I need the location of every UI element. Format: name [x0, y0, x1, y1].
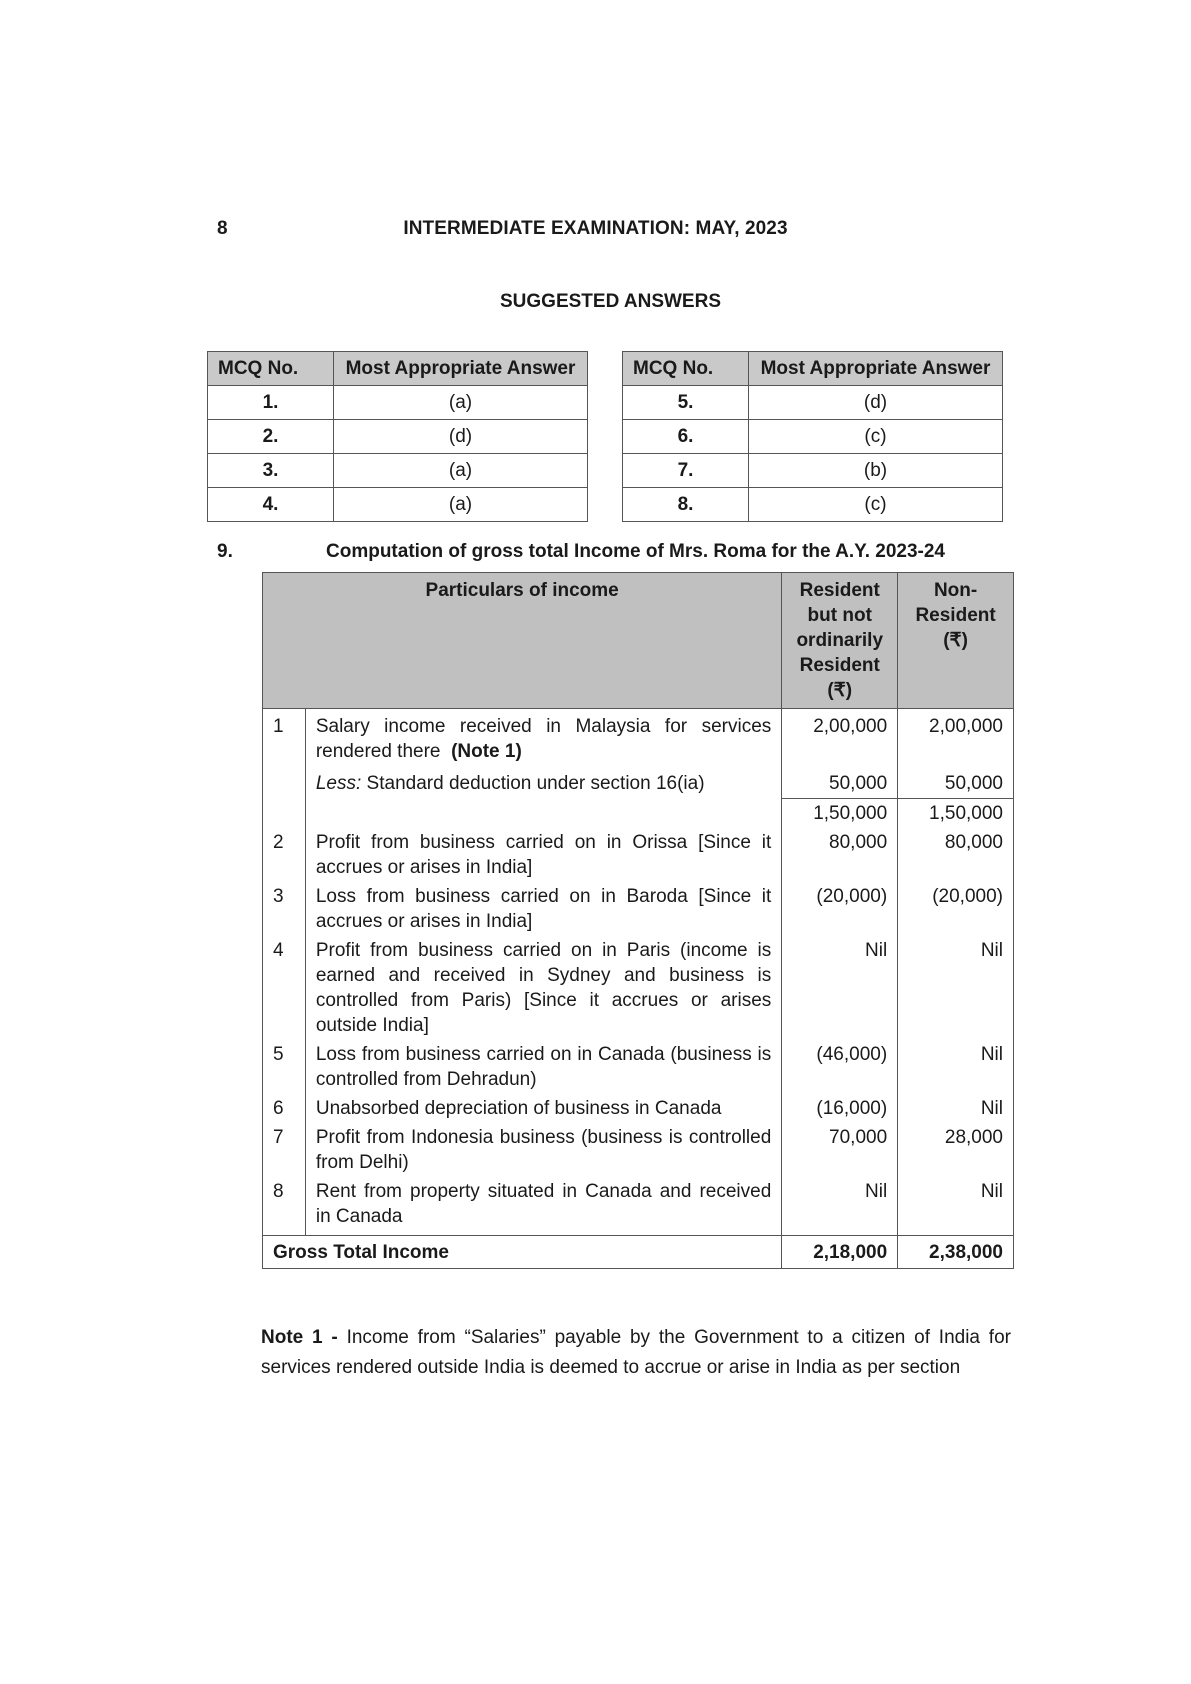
computation-table: [262, 572, 1014, 1269]
table-row: [208, 454, 588, 488]
nr-amount: Nil: [898, 1177, 1014, 1236]
table-row: [263, 828, 1014, 882]
note-text: Income from “Salaries” payable by the Government to a citizen of India for services rendered outside India is deemed to accrue or arise in India as per section: [261, 1327, 1011, 1378]
row-number: 2: [263, 828, 306, 882]
total-rnor: 2,18,000: [782, 1236, 898, 1269]
nr-amount: 80,000: [898, 828, 1014, 882]
row-description: [305, 799, 781, 829]
nr-amount: Nil: [898, 936, 1014, 1040]
computation-header-row: [263, 573, 1014, 709]
table-row: [263, 936, 1014, 1040]
row-description: Profit from Indonesia business (business is controlled from Delhi): [305, 1123, 781, 1177]
table-row: [263, 1177, 1014, 1236]
mcq-no-header: MCQ No.: [623, 352, 749, 386]
mcq-number: 2.: [208, 420, 334, 454]
row-number: 5: [263, 1040, 306, 1094]
row-description: Rent from property situated in Canada and received in Canada: [305, 1177, 781, 1236]
row-number: 6: [263, 1094, 306, 1123]
nr-amount: Nil: [898, 1094, 1014, 1123]
mcq-number: 5.: [623, 386, 749, 420]
row-number: [263, 769, 306, 799]
question-title: Computation of gross total Income of Mrs. Roma for the A.Y. 2023-24: [326, 541, 945, 562]
note-paragraph: [261, 1323, 1011, 1383]
nr-amount: 2,00,000: [898, 709, 1014, 770]
mcq-number: 8.: [623, 488, 749, 522]
table-row: [208, 488, 588, 522]
row-number: 3: [263, 882, 306, 936]
row-number: 7: [263, 1123, 306, 1177]
table-row: [263, 882, 1014, 936]
mcq-answer: (c): [749, 488, 1003, 522]
total-label: Gross Total Income: [263, 1236, 782, 1269]
row-number: 4: [263, 936, 306, 1040]
question-number: 9.: [217, 541, 233, 562]
row-number: 8: [263, 1177, 306, 1236]
table-row: [623, 488, 1003, 522]
mcq-header-row: [208, 352, 588, 386]
mcq-number: 4.: [208, 488, 334, 522]
rnor-amount: 50,000: [782, 769, 898, 799]
mcq-number: 6.: [623, 420, 749, 454]
row-number: 1: [263, 709, 306, 770]
table-row: [263, 769, 1014, 799]
table-row: [263, 1040, 1014, 1094]
mcq-table-right: [622, 351, 1003, 522]
mcq-header-row: [623, 352, 1003, 386]
row-description: Loss from business carried on in Baroda [Since it accrues or arises in India]: [305, 882, 781, 936]
row-description: Unabsorbed depreciation of business in Canada: [305, 1094, 781, 1123]
mcq-answer: (d): [749, 386, 1003, 420]
rnor-amount: 2,00,000: [782, 709, 898, 770]
mcq-table-left: [207, 351, 588, 522]
mcq-number: 1.: [208, 386, 334, 420]
table-row: [623, 420, 1003, 454]
answer-header: Most Appropriate Answer: [334, 352, 588, 386]
mcq-answer: (c): [749, 420, 1003, 454]
rnor-header: Resident but not ordinarily Resident (₹): [782, 573, 898, 709]
total-nr: 2,38,000: [898, 1236, 1014, 1269]
row-description-text: Salary income received in Malaysia for services rendered there: [315, 716, 772, 762]
rnor-amount: (46,000): [782, 1040, 898, 1094]
rnor-amount: 1,50,000: [782, 799, 898, 829]
nr-amount: 28,000: [898, 1123, 1014, 1177]
table-row: [263, 709, 1014, 770]
mcq-answer: (a): [334, 488, 588, 522]
nr-amount: Nil: [898, 1040, 1014, 1094]
row-description: [305, 709, 781, 770]
note-label: Note 1 -: [261, 1327, 338, 1348]
table-row: [263, 799, 1014, 829]
nr-header: Non-Resident (₹): [898, 573, 1014, 709]
particulars-header: Particulars of income: [263, 573, 782, 709]
table-row: [263, 1094, 1014, 1123]
mcq-no-header: MCQ No.: [208, 352, 334, 386]
page-number: 8: [217, 218, 228, 239]
rnor-amount: 70,000: [782, 1123, 898, 1177]
rnor-amount: Nil: [782, 1177, 898, 1236]
nr-amount: 1,50,000: [898, 799, 1014, 829]
rnor-amount: 80,000: [782, 828, 898, 882]
mcq-answer: (b): [749, 454, 1003, 488]
section-title: SUGGESTED ANSWERS: [500, 291, 721, 312]
mcq-answer: (d): [334, 420, 588, 454]
mcq-number: 3.: [208, 454, 334, 488]
answer-header: Most Appropriate Answer: [749, 352, 1003, 386]
mcq-number: 7.: [623, 454, 749, 488]
note-reference: (Note 1): [451, 741, 522, 762]
row-description: Profit from business carried on in Orissa [Since it accrues or arises in India]: [305, 828, 781, 882]
rnor-amount: (20,000): [782, 882, 898, 936]
table-row: [623, 454, 1003, 488]
less-prefix: Less:: [315, 773, 362, 794]
row-description-text: Standard deduction under section 16(ia): [366, 773, 705, 794]
table-row: [208, 386, 588, 420]
rnor-amount: Nil: [782, 936, 898, 1040]
nr-amount: 50,000: [898, 769, 1014, 799]
rnor-amount: (16,000): [782, 1094, 898, 1123]
nr-amount: (20,000): [898, 882, 1014, 936]
row-description: Profit from business carried on in Paris (income is earned and received in Sydney and business is controlled from Paris) [Since it accrues or arises outside India]: [305, 936, 781, 1040]
total-row: [263, 1236, 1014, 1269]
table-row: [623, 386, 1003, 420]
table-row: [208, 420, 588, 454]
mcq-answer: (a): [334, 454, 588, 488]
mcq-answer: (a): [334, 386, 588, 420]
exam-title: INTERMEDIATE EXAMINATION: MAY, 2023: [403, 218, 788, 239]
row-description: [305, 769, 781, 799]
row-number: [263, 799, 306, 829]
row-description: Loss from business carried on in Canada (business is controlled from Dehradun): [305, 1040, 781, 1094]
table-row: [263, 1123, 1014, 1177]
